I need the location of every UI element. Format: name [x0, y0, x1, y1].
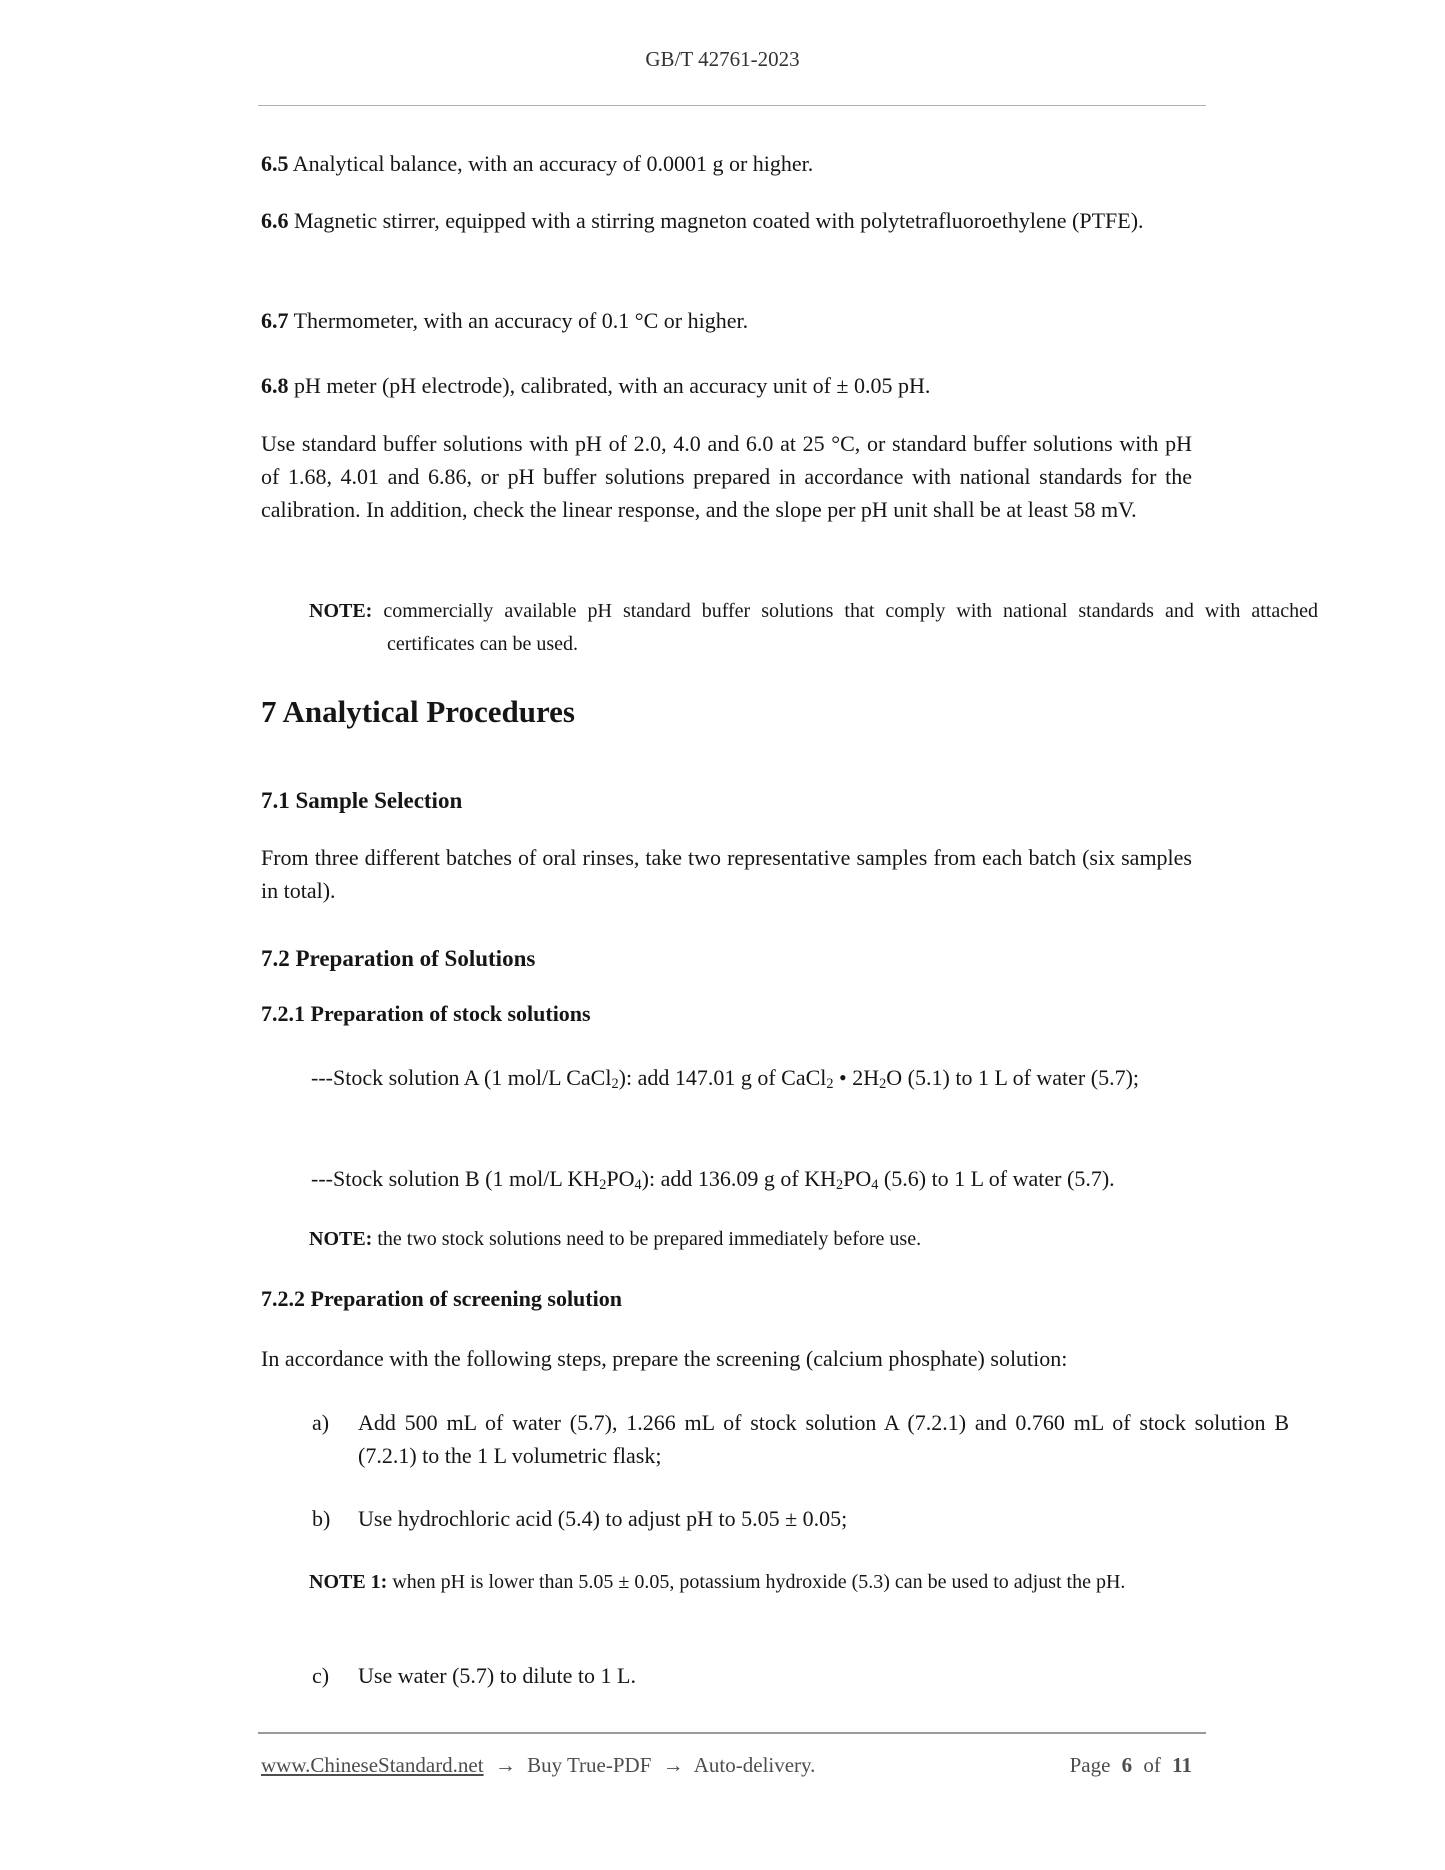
footer-website-link[interactable]: www.ChineseStandard.net [261, 1753, 484, 1777]
clause-6-8 [261, 369, 1192, 402]
page-footer [261, 1750, 1192, 1780]
note-text: when pH is lower than 5.05 ± 0.05, potassium hydroxide (5.3) can be used to adjust the pH. [392, 1571, 1126, 1593]
footer-buy-text: Buy True-PDF [527, 1753, 652, 1777]
screening-intro-paragraph: In accordance with the following steps, prepare the screening (calcium phosphate) solution: [261, 1346, 1068, 1371]
list-marker: c) [312, 1663, 330, 1688]
footer-delivery-text: Auto-delivery. [693, 1753, 816, 1777]
stock-solution-a: ---Stock solution A (1 mol/L CaCl$_2$): add 147.01 g of CaCl$_2$ • $2H_2O$ (5.1) to 1 L of water (5.7); [311, 1065, 1140, 1093]
clause-number: 6.5 [261, 151, 289, 176]
note-buffer-solutions [261, 595, 1318, 661]
clause-6-7 [261, 304, 1192, 337]
clause-number: 6.7 [261, 308, 289, 333]
arrow-right-icon: → [662, 1753, 684, 1777]
clause-number: 6.6 [261, 208, 289, 233]
of-label: of [1143, 1753, 1161, 1777]
page-indicator [1064, 1750, 1192, 1780]
arrow-right-icon: → [494, 1753, 516, 1777]
note-label: NOTE 1: [309, 1571, 388, 1593]
note-ph-adjust [261, 1566, 1324, 1599]
sample-selection-paragraph: From three different batches of oral rinses, take two representative samples from each batch (six samples in total). [261, 845, 1192, 903]
standard-number: GB/T 42761-2023 [645, 47, 800, 71]
footer-rule [258, 1732, 1206, 1734]
page-total: 11 [1172, 1753, 1192, 1777]
clause-number: 6.8 [261, 373, 289, 398]
list-item-c [261, 1659, 1289, 1692]
note-label: NOTE: [309, 600, 373, 622]
clause-6-5 [261, 147, 1192, 180]
footer-left [261, 1750, 821, 1780]
clause-text: pH meter (pH electrode), calibrated, with an accuracy unit of ± 0.05 pH. [294, 373, 931, 398]
section-7-2-1-heading: 7.2.1 Preparation of stock solutions [261, 1001, 591, 1026]
list-item-text: Add 500 mL of water (5.7), 1.266 mL of stock solution A (7.2.1) and 0.760 mL of stock solution B (7.2.1) to the 1 L volumetric flask; [358, 1410, 1289, 1468]
page-label: Page [1069, 1753, 1111, 1777]
section-7-2-heading: 7.2 Preparation of Solutions [261, 946, 536, 971]
list-marker: a) [312, 1410, 330, 1435]
clause-text: Magnetic stirrer, equipped with a stirring magneton coated with polytetrafluoroethylene (PTFE). [294, 208, 1144, 233]
section-7-2-2-heading: 7.2.2 Preparation of screening solution [261, 1286, 622, 1311]
list-item-a [261, 1406, 1289, 1472]
note-stock-solutions [261, 1223, 1318, 1256]
page-number: 6 [1121, 1753, 1133, 1777]
list-item-b [261, 1502, 1289, 1535]
list-item-text: Use hydrochloric acid (5.4) to adjust pH to 5.05 ± 0.05; [358, 1506, 848, 1531]
list-marker: b) [312, 1506, 331, 1531]
note-text: commercially available pH standard buffer solutions that comply with national standards and with attached certificates can be used. [383, 600, 1318, 655]
header-rule [258, 105, 1206, 106]
clause-text: Thermometer, with an accuracy of 0.1 °C or higher. [293, 308, 749, 333]
section-7-1-heading: 7.1 Sample Selection [261, 788, 463, 813]
buffer-solutions-paragraph: Use standard buffer solutions with pH of 2.0, 4.0 and 6.0 at 25 °C, or standard buffer solutions with pH of 1.68, 4.01 and 6.86, or pH buffer solutions prepared in accordance with national standards for the calibration. In addition, check the linear response, and the slope per pH unit shall be at least 58 mV. [261, 431, 1192, 522]
section-7-heading: 7 Analytical Procedures [261, 694, 575, 729]
clause-6-6 [261, 204, 1192, 237]
note-label: NOTE: [309, 1228, 373, 1250]
doc-header [0, 47, 1445, 72]
clause-text: Analytical balance, with an accuracy of 0.0001 g or higher. [292, 151, 814, 176]
list-item-text: Use water (5.7) to dilute to 1 L. [358, 1663, 636, 1688]
stock-solution-b: ---Stock solution B (1 mol/L $KH_2PO_4$): add 136.09 g of $KH_2PO_4$ (5.6) to 1 L of water (5.7). [311, 1166, 1115, 1194]
note-text: the two stock solutions need to be prepared immediately before use. [377, 1228, 922, 1250]
